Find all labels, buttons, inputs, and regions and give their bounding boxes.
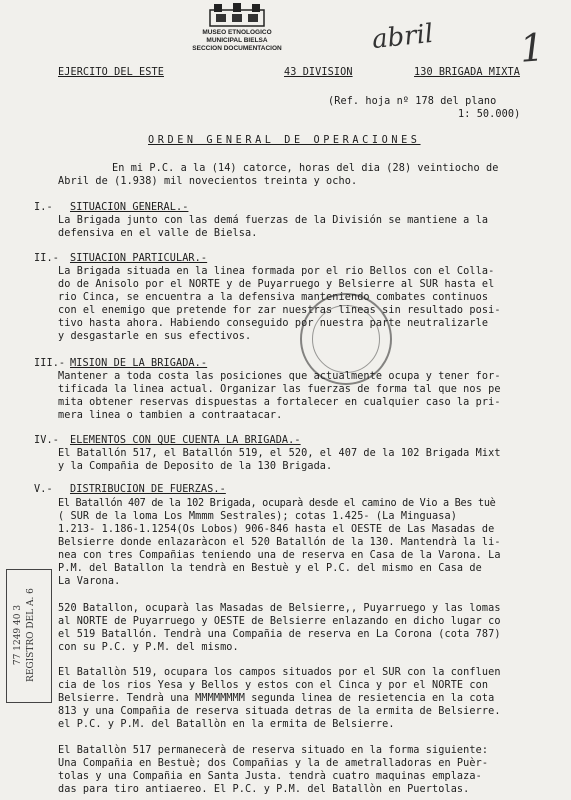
registry-stamp-line-1: 77 1249 40 3 xyxy=(13,604,23,666)
paragraph-line: tolas y una Compañia en Santa Justa. tendrà cuatro maquinas emplaza- xyxy=(58,771,482,782)
registry-stamp-text xyxy=(12,565,52,705)
paragraph-line: el P.C. y P.M. del Batallòn en la ermita de Belsierre. xyxy=(58,719,395,730)
section-line: Belsierre donde enlazaràcon el 520 Batallón de la 130. Mantendrà la li- xyxy=(58,537,501,548)
section-line: El Batallón 517, el Batallón 519, el 520, el 407 de la 102 Brigada Mixt xyxy=(58,448,501,459)
section-line: El Batallón 407 de la 102 Brigada, ocuparà desde el camino de Vio a Bes tuè xyxy=(58,498,496,509)
section-heading: MISION DE LA BRIGADA.- xyxy=(70,358,208,369)
paragraph-line: al NORTE de Puyarruego y OESTE de Belsierre enlazando en dicho lugar co xyxy=(58,616,501,627)
section-line: y la Compañia de Deposito de la 130 Brigada. xyxy=(58,461,333,472)
museum-stamp xyxy=(188,2,286,56)
intro-line-1: En mi P.C. a la (14) catorce, horas del dia (28) veintiocho de xyxy=(112,163,499,174)
handwritten-page-number: 1 xyxy=(518,25,546,71)
document-title: ORDEN GENERAL DE OPERACIONES xyxy=(148,135,421,146)
brigade-heading: 130 BRIGADA MIXTA xyxy=(414,67,520,78)
intro-line-2: Abril de (1.938) mil novecientos treinta y ocho. xyxy=(58,176,358,187)
section-number: V.- xyxy=(34,484,53,495)
division-heading: 43 DIVISION xyxy=(284,67,353,78)
registry-stamp-line-2: REGISTRO DEL A. 6 xyxy=(26,588,36,682)
section-line: La Varona. xyxy=(58,576,121,587)
stamp-line-3: SECCION DOCUMENTACION xyxy=(192,45,282,52)
section-heading: ELEMENTOS CON QUE CUENTA LA BRIGADA.- xyxy=(70,435,301,446)
paragraph-line: El Batallòn 519, ocupara los campos situados por el SUR con la confluen xyxy=(58,667,501,678)
section-line: y desgastarle en sus efectivos. xyxy=(58,331,252,342)
section-heading: SITUACION PARTICULAR.- xyxy=(70,253,208,264)
section-number: IV.- xyxy=(34,435,59,446)
paragraph-line: 520 Batallon, ocuparà las Masadas de Belsierre,, Puyarruego y las lomas xyxy=(58,603,501,614)
paragraph-line: El Batallòn 517 permanecerà de reserva situado en la forma siguiente: xyxy=(58,745,489,756)
section-number: I.- xyxy=(34,202,53,213)
section-line: tificada la linea actual. Organizar las fuerzas de forma tal que nos pe xyxy=(58,384,501,395)
stamp-line-2: MUNICIPAL BIELSA xyxy=(206,37,268,44)
section-line: con el enemigo que pretende for zar nuestras lineas sin resultado posi- xyxy=(58,305,501,316)
section-line: defensiva en el valle de Bielsa. xyxy=(58,228,258,239)
section-line: La Brigada junto con las demá fuerzas de la División se mantiene a la xyxy=(58,215,489,226)
section-line: La Brigada situada en la linea formada por el rio Bellos con el Colla- xyxy=(58,266,495,277)
stamp-line-1: MUSEO ETNOLOGICO xyxy=(202,29,272,36)
section-line: ( SUR de la loma Los Mmmm Sestrales); cotas 1.425- (La Minguasa) xyxy=(58,511,457,522)
section-line: nea con tres Compañias teniendo una de reserva en Casa de la Varona. La xyxy=(58,550,501,561)
section-line: mita obtener reservas dispuestas a fortalecer en cualquier caso la pri- xyxy=(58,397,501,408)
section-heading: SITUACION GENERAL.- xyxy=(70,202,189,213)
paragraph-line: Belsierre. Tendrà una MMMMMMMM segunda linea de resietencia en la cota xyxy=(58,693,495,704)
paragraph-line: con su P.C. y P.M. del mismo. xyxy=(58,642,239,653)
section-line: do de Anisolo por el NORTE y de Puyarruego y Belsierre al SUR hasta el xyxy=(58,279,495,290)
section-line: tivo hasta ahora. Habiendo conseguido por nuestra parte neutralizarle xyxy=(58,318,489,329)
section-line: mera linea o tambien a contraatacar. xyxy=(58,410,283,421)
section-heading: DISTRIBUCION DE FUERZAS.- xyxy=(70,484,226,495)
section-number: II.- xyxy=(34,253,59,264)
handwritten-date: abril xyxy=(370,18,435,56)
reference-line-2: 1: 50.000) xyxy=(458,109,521,120)
army-heading: EJERCITO DEL ESTE xyxy=(58,67,164,78)
paragraph-line: cia de los rios Yesa y Bellos y estos con el Cinca y por el NORTE con xyxy=(58,680,489,691)
registry-side-stamp xyxy=(2,565,56,705)
section-line: Mantener a toda costa las posiciones que actualmente ocupa y tener for- xyxy=(58,371,501,382)
section-line: 1.213- 1.186-1.1254(Os Lobos) 906-846 hasta el OESTE de Las Masadas de xyxy=(58,524,495,535)
paragraph-line: 813 y una Compañia de reserva situada detras de la ermita de Belsierre. xyxy=(58,706,501,717)
section-number: III.- xyxy=(34,358,66,369)
reference-line-1: (Ref. hoja nº 178 del plano xyxy=(328,96,497,107)
section-line: P.M. del Batallon la tendrà en Bestuè y el P.C. del mismo en Casa de xyxy=(58,563,482,574)
paragraph-line: el 519 Batallón. Tendrà una Compañia de reserva en La Corona (cota 787) xyxy=(58,629,501,640)
paragraph-line: das para tiro antiaereo. El P.C. y P.M. del Batallòn en Puertolas. xyxy=(58,784,470,795)
paragraph-line: Una Compañia en Bestuè; dos Compañias y la de ametralladoras en Puèr- xyxy=(58,758,489,769)
crest-icon xyxy=(208,2,266,28)
section-line: rio Cinca, se encuentra a la defensiva manteniendo combates continuos xyxy=(58,292,489,303)
